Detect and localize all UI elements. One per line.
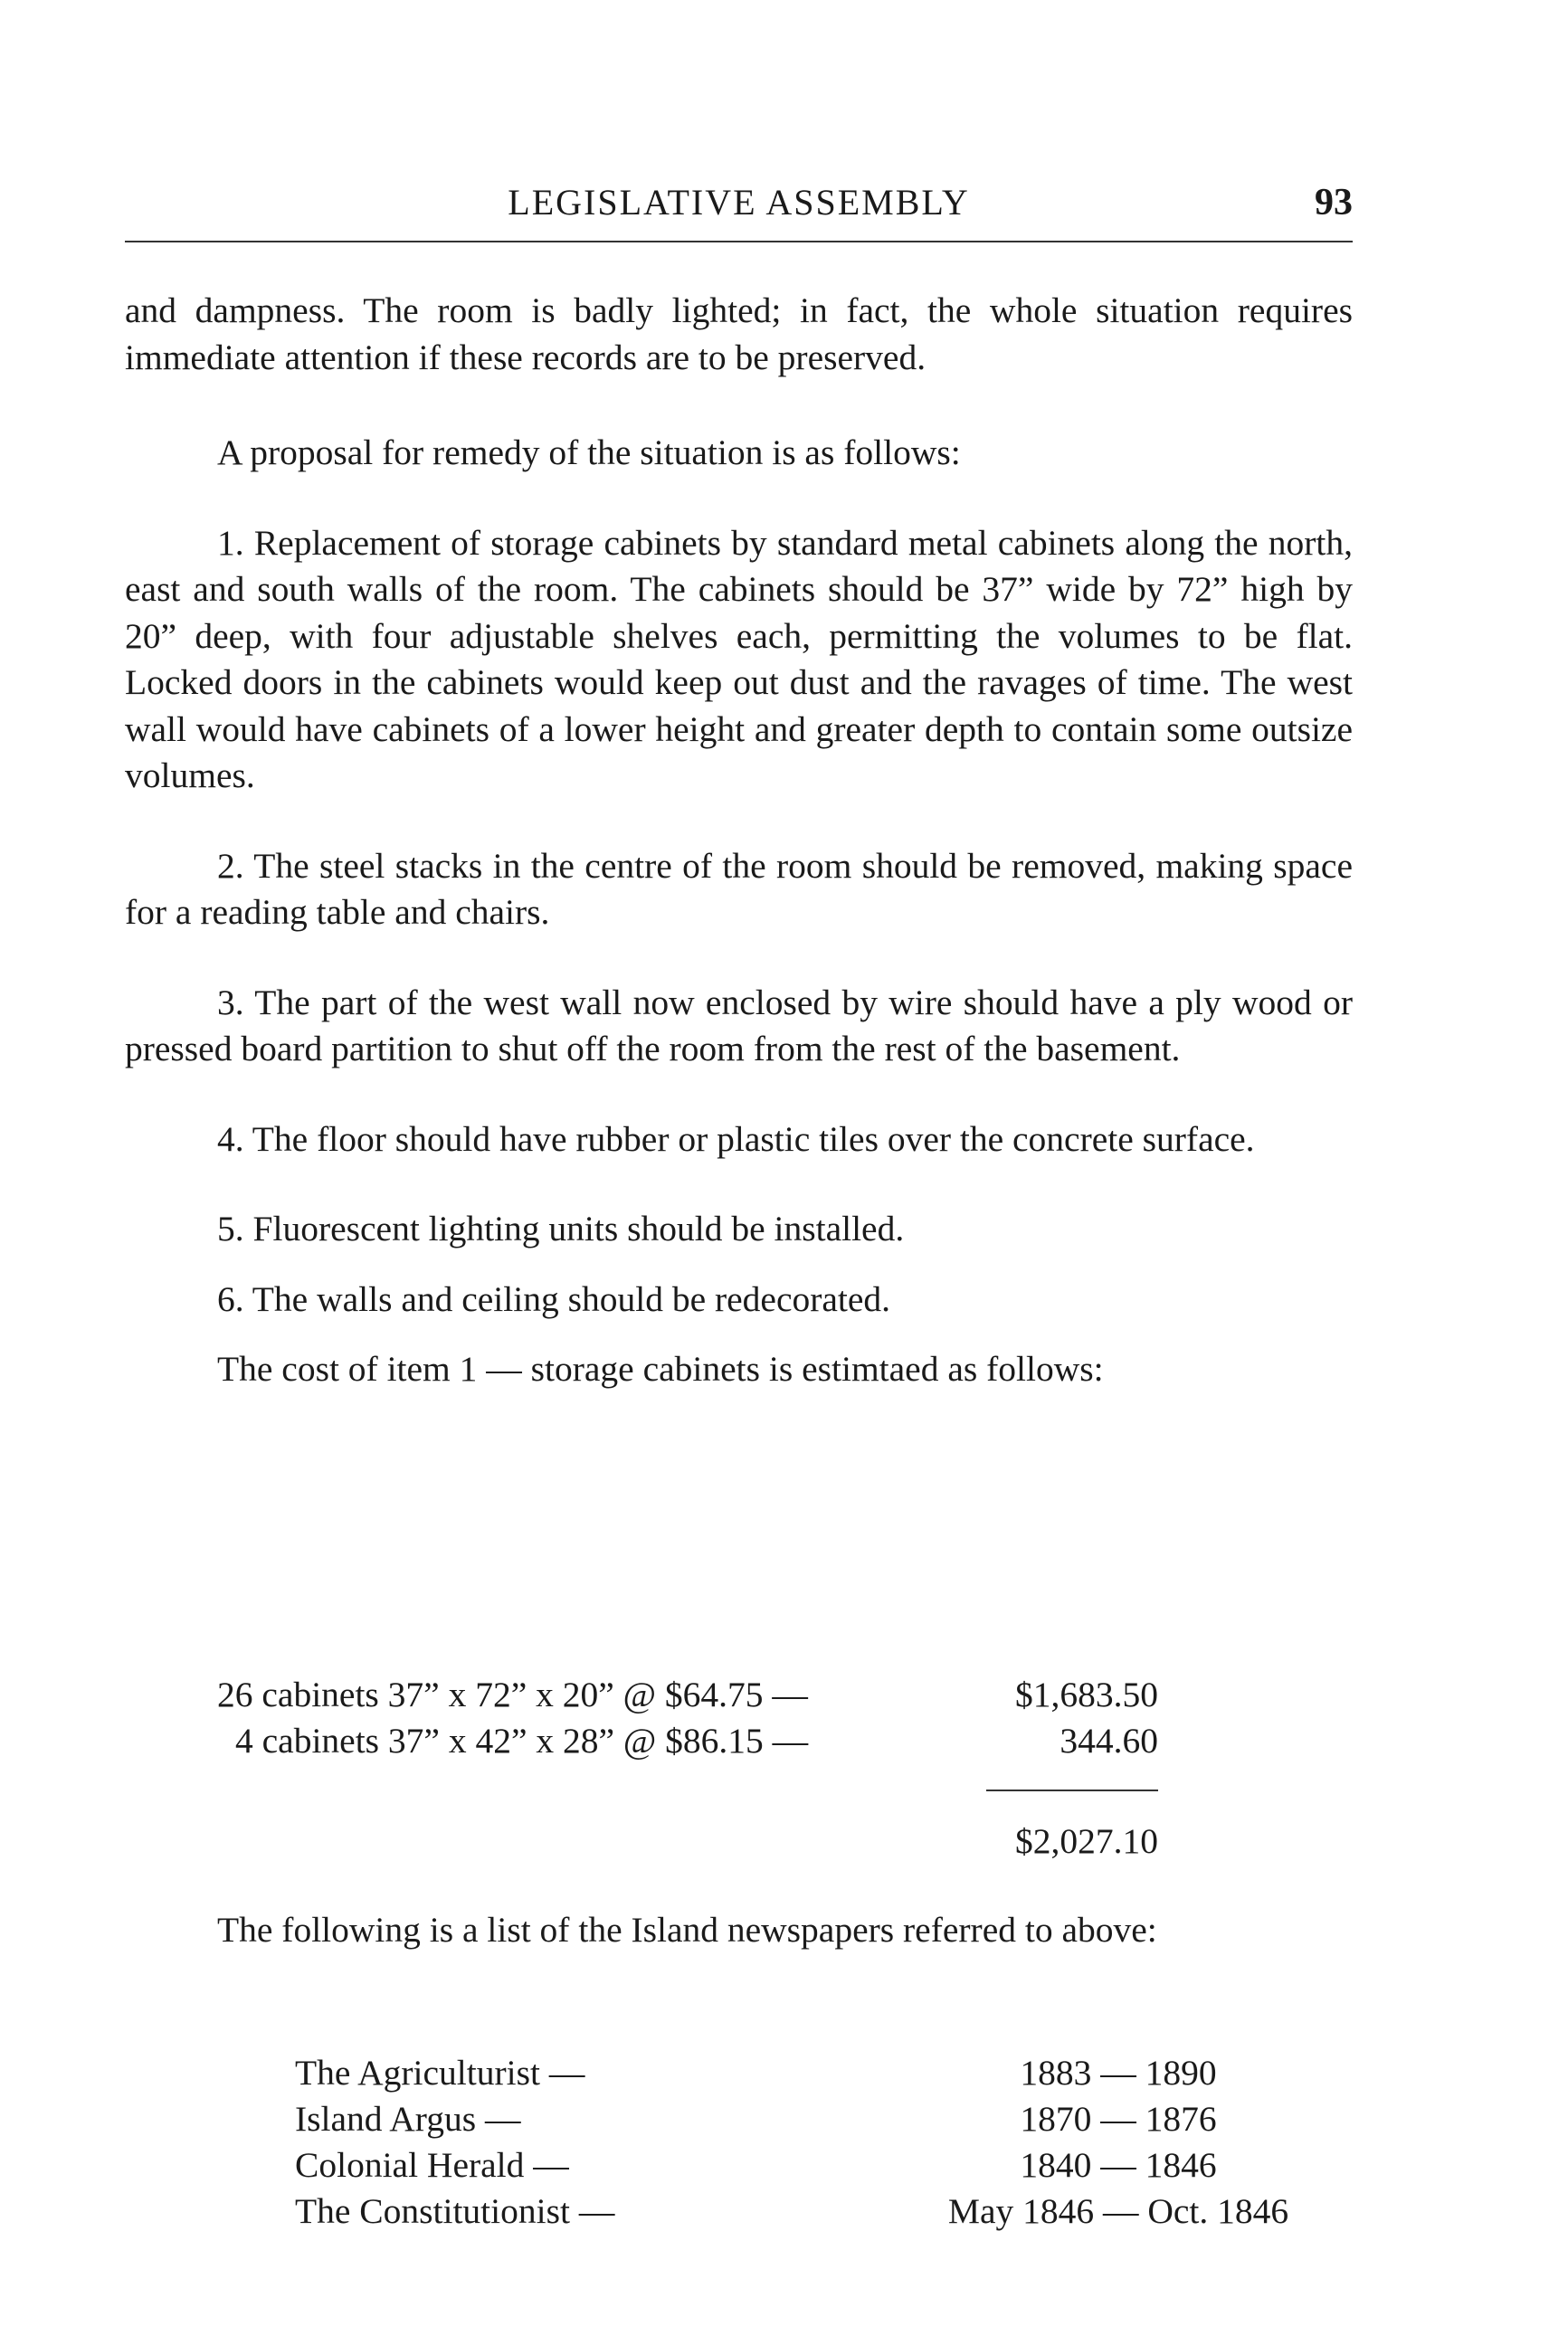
header-rule bbox=[125, 241, 1353, 242]
cost-row bbox=[217, 1672, 1158, 1718]
newspaper-list bbox=[295, 2050, 1317, 2235]
page-number: 93 bbox=[1315, 182, 1353, 223]
cost-description: 4 cabinets 37” x 42” x 28” @ $86.15 — bbox=[235, 1721, 809, 1761]
proposal-item-5: 5. Fluorescent lighting units should be installed. bbox=[217, 1209, 905, 1248]
proposal-item-2: 2. The steel stacks in the centre of the room should be removed, making space for a reading table and chairs. bbox=[125, 845, 1353, 932]
list-item bbox=[295, 2096, 1317, 2142]
newspaper-name: Colonial Herald — bbox=[295, 2145, 569, 2185]
newspaper-list-intro bbox=[125, 1907, 1353, 1954]
running-head: LEGISLATIVE ASSEMBLY bbox=[508, 182, 970, 223]
proposal-item-1: 1. Replacement of storage cabinets by standard metal cabinets along the north, east and south walls of the room. The cabinets should be 37” wide by 72” high by 20” deep, with four adjustable shelves each, permitting the volumes to be flat. Locked doors in the cabinets would keep out dust and the ravages of time. The west wall would have cabinets of a lower height and greater depth to contain some outsize volumes. bbox=[125, 522, 1353, 795]
cost-row bbox=[217, 1718, 1158, 1764]
proposal-item-3: 3. The part of the west wall now enclosed by wire should have a ply wood or pressed board partition to shut off the room from the rest of the basement. bbox=[125, 982, 1353, 1068]
newspaper-years: 1840 — 1846 bbox=[1020, 2145, 1217, 2185]
body-text bbox=[125, 288, 1353, 1393]
cost-description: 26 cabinets 37” x 72” x 20” @ $64.75 — bbox=[217, 1675, 808, 1714]
cost-total: $2,027.10 bbox=[1015, 1821, 1158, 1861]
list-item bbox=[295, 2188, 1317, 2235]
newspaper-name: The Constitutionist — bbox=[295, 2191, 615, 2231]
newspaper-years: 1870 — 1876 bbox=[1020, 2099, 1217, 2139]
cost-amount: 344.60 bbox=[1060, 1721, 1158, 1761]
cost-table bbox=[217, 1672, 1158, 1861]
newspaper-years: 1883 — 1890 bbox=[1020, 2053, 1217, 2093]
list-item bbox=[295, 2050, 1317, 2096]
newspaper-name: Island Argus — bbox=[295, 2099, 521, 2139]
cost-intro: The cost of item 1 — storage cabinets is estimtaed as follows: bbox=[217, 1349, 1104, 1389]
paragraph-proposal: A proposal for remedy of the situation is as follows: bbox=[217, 432, 961, 472]
proposal-item-6: 6. The walls and ceiling should be redecorated. bbox=[217, 1278, 891, 1319]
total-rule bbox=[986, 1790, 1158, 1791]
list-intro-text: The following is a list of the Island newspapers referred to above: bbox=[217, 1910, 1157, 1950]
cost-amount: $1,683.50 bbox=[1015, 1675, 1158, 1714]
newspaper-years: May 1846 — Oct. 1846 bbox=[947, 2191, 1289, 2231]
page-header bbox=[125, 181, 1353, 244]
paragraph-continued: and dampness. The room is badly lighted; in fact, the whole situation requires immediate attention if these records are to be preserved. bbox=[125, 290, 1353, 377]
proposal-item-4: 4. The floor should have rubber or plastic tiles over the concrete surface. bbox=[217, 1118, 1255, 1159]
newspaper-name: The Agriculturist — bbox=[295, 2053, 585, 2093]
list-item bbox=[295, 2142, 1317, 2188]
